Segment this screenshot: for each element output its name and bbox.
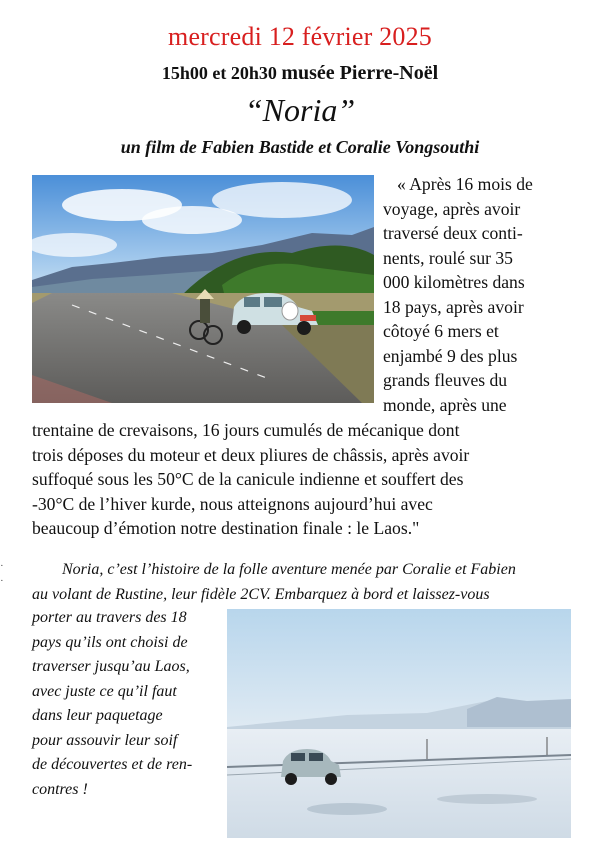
quote-line: beaucoup d’émotion notre destination finale : le Laos." xyxy=(32,518,420,538)
quote-narrow-block xyxy=(383,172,600,417)
quote-line: enjambé 9 des plus xyxy=(383,345,518,366)
description-wide-block xyxy=(32,558,582,607)
quote-line: monde, après une xyxy=(383,394,507,415)
quote-line: nents, roulé sur 35 xyxy=(383,247,513,268)
quote-line: -30°C de l’hiver kurde, nous atteignons aujourd’hui avec xyxy=(32,493,433,514)
quote-line: côtoyé 6 mers et xyxy=(383,321,499,341)
quote-line: « Après 16 mois de xyxy=(397,174,533,194)
crop-mark: · xyxy=(0,560,4,572)
quote-wide-block xyxy=(32,418,580,541)
description-line: traverser jusqu’au Laos, xyxy=(32,658,190,675)
event-time-venue xyxy=(0,62,600,85)
quote-line: 000 kilomètres dans xyxy=(383,272,525,292)
crop-mark: · xyxy=(0,575,4,587)
quote-line-text: voyage, après avoir xyxy=(383,198,521,219)
event-times: 15h00 et 20h30 xyxy=(161,63,277,83)
quote-line: suffoqué sous les 50°C de la canicule indienne et souffert des xyxy=(32,469,464,489)
event-venue: musée Pierre-Noël xyxy=(281,62,439,84)
quote-line: trois déposes du moteur et deux pliures de châssis, après avoir xyxy=(32,444,470,465)
film-title: “Noria” xyxy=(244,92,356,128)
quote-line: traversé deux conti- xyxy=(383,223,523,243)
quote-line: grands fleuves du xyxy=(383,370,508,390)
description-line: contres ! xyxy=(32,780,88,798)
description-line: Noria, c’est l’histoire de la folle aventure menée par Coralie et Fabien xyxy=(62,561,516,578)
description-line: pour assouvir leur soif xyxy=(32,731,178,749)
event-date: mercredi 12 février 2025 xyxy=(168,22,432,51)
photo-2cv-road xyxy=(32,175,374,403)
quote-line: trentaine de crevaisons, 16 jours cumulés de mécanique dont xyxy=(32,420,460,440)
description-line: de découvertes et de ren- xyxy=(32,756,193,773)
quote-line: 18 pays, après avoir xyxy=(383,296,524,317)
description-line: pays qu’ils ont choisi de xyxy=(32,633,188,651)
description-line: au volant de Rustine, leur fidèle 2CV. Embarquez à bord et laissez-vous xyxy=(32,585,490,603)
description-line: dans leur paquetage xyxy=(32,707,163,724)
description-line: porter au travers des 18 xyxy=(32,609,187,626)
photo-2cv-snow xyxy=(227,609,571,838)
description-narrow-block xyxy=(32,606,220,802)
quote-line xyxy=(383,197,600,222)
film-byline: un film de Fabien Bastide et Coralie Vongsouthi xyxy=(120,137,480,157)
description-line: avec juste ce qu’il faut xyxy=(32,682,177,700)
